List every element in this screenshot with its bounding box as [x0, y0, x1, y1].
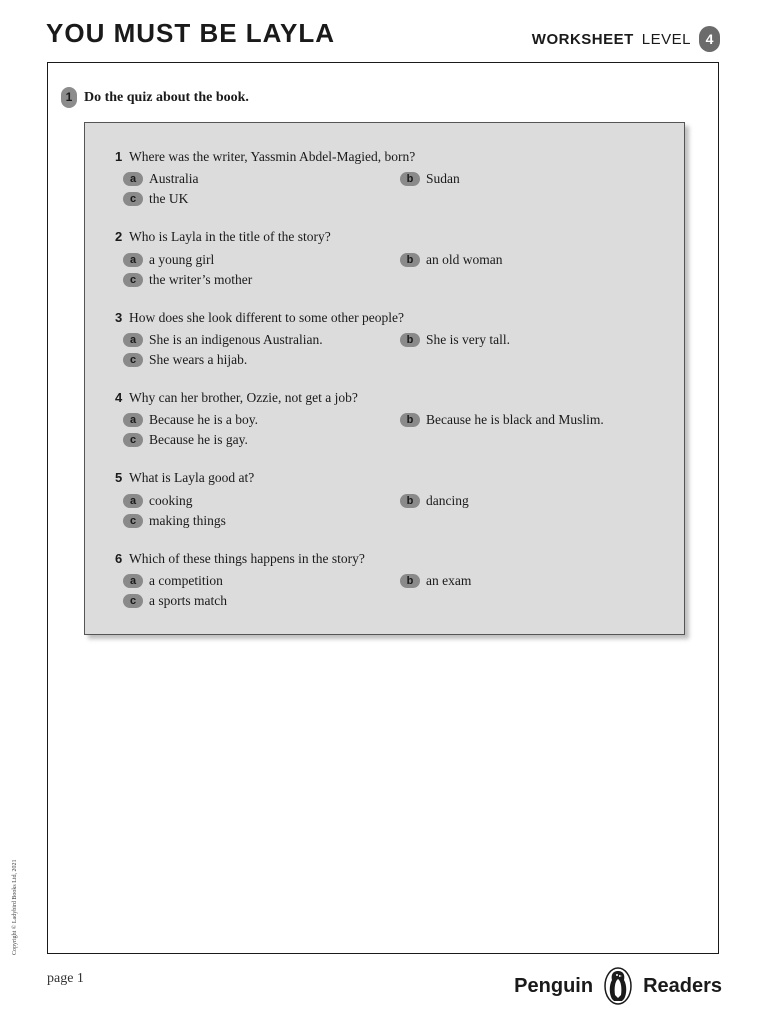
option-text: an exam [426, 573, 472, 588]
option-text: the UK [149, 191, 189, 206]
option-b[interactable] [400, 410, 604, 430]
option-a[interactable] [123, 410, 258, 430]
option-letter-badge: c [123, 514, 143, 528]
question-text: What is Layla good at? [129, 470, 255, 485]
option-text: She wears a hijab. [149, 352, 248, 367]
option-text: an old woman [426, 252, 503, 267]
question-number: 4 [115, 390, 123, 405]
option-letter-badge: c [123, 273, 143, 287]
option-letter-badge: c [123, 433, 143, 447]
option-b[interactable] [400, 330, 510, 350]
option-letter-badge: a [123, 333, 143, 347]
option-letter-badge: b [400, 333, 420, 347]
option-c[interactable] [123, 189, 188, 209]
option-text: Because he is black and Muslim. [426, 412, 604, 427]
option-letter-badge: b [400, 494, 420, 508]
level-label: LEVEL [641, 30, 691, 48]
penguin-readers-logo [514, 966, 722, 1006]
brand-readers: Readers [643, 974, 722, 997]
option-text: a sports match [149, 593, 227, 608]
option-b[interactable] [400, 169, 460, 189]
option-text: making things [149, 513, 226, 528]
option-letter-badge: c [123, 353, 143, 367]
question-number: 3 [115, 310, 123, 325]
task-heading [61, 87, 249, 108]
option-text: dancing [426, 493, 469, 508]
question-number: 5 [115, 470, 123, 485]
option-text: Australia [149, 171, 199, 186]
worksheet-label: WORKSHEET [531, 30, 634, 48]
worksheet-level-header [532, 26, 720, 52]
question-number: 2 [115, 229, 123, 244]
option-c[interactable] [123, 350, 247, 370]
option-a[interactable] [123, 250, 214, 270]
question-2 [115, 229, 675, 287]
option-c[interactable] [123, 430, 248, 450]
option-text: She is an indigenous Australian. [149, 332, 323, 347]
question-1 [115, 149, 675, 206]
option-letter-badge: b [400, 172, 420, 186]
option-c[interactable] [123, 270, 252, 290]
option-text: the writer’s mother [149, 272, 253, 287]
question-text: Who is Layla in the title of the story? [129, 229, 331, 244]
quiz-box [84, 122, 685, 635]
option-c[interactable] [123, 591, 227, 611]
option-a[interactable] [123, 491, 193, 511]
option-text: a competition [149, 573, 223, 588]
option-letter-badge: c [123, 594, 143, 608]
option-letter-badge: a [123, 172, 143, 186]
penguin-icon [603, 966, 633, 1006]
option-letter-badge: b [400, 253, 420, 267]
option-letter-badge: c [123, 192, 143, 206]
question-6 [115, 551, 675, 608]
question-text: How does she look different to some other people? [129, 310, 404, 325]
option-letter-badge: a [123, 253, 143, 267]
page-number: page 1 [47, 971, 84, 986]
option-text: a young girl [149, 252, 215, 267]
option-c[interactable] [123, 511, 226, 531]
task-number-badge: 1 [61, 87, 77, 108]
question-5 [115, 470, 675, 528]
brand-penguin: Penguin [514, 974, 594, 997]
option-b[interactable] [400, 571, 471, 591]
option-text: cooking [149, 493, 193, 508]
option-text: Because he is a boy. [149, 412, 258, 427]
question-text: Which of these things happens in the story? [129, 551, 365, 566]
option-letter-badge: b [400, 413, 420, 427]
option-a[interactable] [123, 571, 223, 591]
option-b[interactable] [400, 491, 469, 511]
option-b[interactable] [400, 250, 503, 270]
option-text: Sudan [426, 171, 460, 186]
option-letter-badge: a [123, 413, 143, 427]
option-letter-badge: a [123, 494, 143, 508]
task-instruction: Do the quiz about the book. [84, 89, 249, 105]
question-4 [115, 390, 675, 447]
option-letter-badge: b [400, 574, 420, 588]
question-number: 1 [115, 149, 123, 164]
question-text: Why can her brother, Ozzie, not get a job? [129, 390, 358, 405]
question-3 [115, 310, 675, 367]
option-letter-badge: a [123, 574, 143, 588]
level-badge: 4 [699, 26, 720, 52]
worksheet-title: YOU MUST BE LAYLA [46, 18, 336, 48]
option-text: She is very tall. [426, 332, 510, 347]
option-a[interactable] [123, 330, 323, 350]
question-number: 6 [115, 551, 123, 566]
option-a[interactable] [123, 169, 199, 189]
copyright-notice: Copyright © Ladybird Books Ltd, 2021 [12, 859, 18, 955]
question-text: Where was the writer, Yassmin Abdel-Magied, born? [129, 149, 416, 164]
option-text: Because he is gay. [149, 432, 248, 447]
